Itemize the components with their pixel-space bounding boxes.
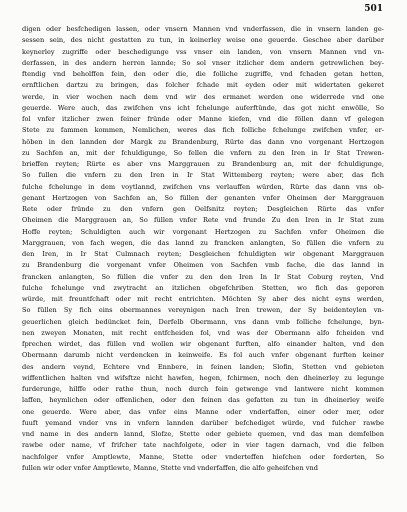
text-line: fol vnfer itzlicher zwen feiner fründe oder Manne kiefen, vnd die föllen dann vf gelegen — [22, 115, 384, 123]
text-line: geuerde. Were auch, das zwifchen vns icht fchelunge auferftünde, das got nicht enwölle, So — [22, 103, 384, 112]
text-line: des andern veynd, Echtere vnd Ennbere, in feinen landen; Slofin, Stetten vnd gebieten — [22, 362, 384, 371]
text-line: Rete oder fründe zu den vnfern gen Oelfsnitz reyten; Desgleichen Rürte das vnfer — [22, 205, 384, 213]
text-line: nen zweyen Monaten, mit recht entfcheiden fol, vnd was der Obermann alfo fcheiden vnd — [22, 328, 384, 337]
text-line: brieffen reyten; Rürte es aber vns Marggrauen zu Brandenburg an, mit der fchuldigunge, — [22, 160, 384, 168]
text-line: Oheimen die Marggrauen an, So füllen vnfer Rete vnd frunde Zu den Iren in Ir Stat zum — [22, 216, 384, 225]
text-line: fuuft yemand vnder vns in vnfern lannden darüber befchediget würde, vnd fulcher rawbe — [22, 418, 384, 427]
text-line: höben in den lannden der Margk zu Brandenburg, Rürte das dann vno vorgenant Hertzogen — [22, 137, 384, 146]
text-line: furderunge, hilffe oder rathe thun, noch durch fein getwenge vnd lantwere nicht kommen — [22, 385, 384, 393]
text-line: So fullen die vnfern zu den Iren in Ir Stat Wittemberg reyten; were aber, das fich — [22, 171, 384, 180]
text-line: derfassen, in des andern herren lannde; So sol vnser itzlicher dem andern getrewlichen bey- — [22, 58, 384, 67]
text-line: wiffentlichen halten vnd wifsftze nicht hawfen, hegen, fchirmen, noch den dheinerley zu legunge — [22, 373, 384, 382]
text-line: laffen, heymlichen oder offenlichen, oder den feinen das gefatten zu tun in dheinerley weife — [22, 396, 384, 405]
text-line: Obermann darumb nicht verdencken in keinweife. Es fol auch vnfer obgenant furften keiner — [22, 351, 384, 360]
text-line: francken anlangten, So füllen die vnfer zu den den Iren In Ir Stat Coburg reyten, Vnd — [22, 272, 384, 281]
text-line: So füllen Sy fich eins obermannes vereynigen nach Iren trewen, der Sy beidenteylen vn- — [22, 306, 384, 315]
text-line: fprechen wirdet, das füllen vnd wollen wir obgenant furften, alfo einander halten, vnd den — [22, 340, 384, 348]
text-line: den Iren, in Ir Stat Culmnach reyten; Desgleichen fchuldigten wir obgenant Marggrauen — [22, 250, 384, 258]
text-line: zu Brandenburg die vorgenant vnfer Oheimen von Sachfen vmb fache, die das lannd in — [22, 261, 384, 270]
text-line: ftendig vnd beholffen fein, den oder die, die folliche zugriffe, vnd fchaden getan hetten, — [22, 70, 384, 78]
text-line: fullen wir oder vnfer Amptlewte, Manne, Stette vnd vnderfaffen, die alfo geheifchen vnd — [22, 463, 318, 472]
text-line: Stete zu fammen kommen, Nemlichen, weres das fich folliche fchelunge zwifchen vnfer, er- — [22, 126, 384, 135]
text-line: würde, mit freuntfchaft oder mit recht entrichten. Möchten Sy aber des nicht eyns werden, — [22, 295, 384, 303]
text-line: fulche fchelunge vnd zwytracht an itzlichen obgefchriben Stetten, wo fich das geporen — [22, 283, 384, 292]
text-line: sessen sein, des nicht gestatten zu tun, in keinerley weise one geuerde. Geschee aber darüber — [22, 36, 384, 45]
text-line: ernftlichen dartzu zu bringen, das folcher fchade mit eyden oder mit widertaten gekeret — [22, 81, 384, 90]
text-line: nachfolger vnfer Amptlewte, Manne, Stette oder vnderteffen hiefchen oder forderten, So — [22, 452, 384, 461]
text-line: keynerley zugriffe oder beschedigunge vss vnser ein landen, von vnsern Mannen vnd vn- — [22, 47, 384, 56]
text-line: Marggrauen, von fach wegen, die das lannd zu francken anlangten, So füllen die vnfern zu — [22, 238, 384, 247]
text-line: werde, in vier wochen nach dem vnd wir des ermanet werden one widerrede vnd one — [22, 92, 384, 101]
page-number: 501 — [364, 4, 383, 14]
text-line: vnd name in des andern lannd, Slofze, Stette oder gebiete quemen, vnd das man demfelben — [22, 430, 384, 438]
text-line: fulche fchelunge in dem voytlannd, zwifchen vns verlauffen würden, Rürte das dann vns ob- — [22, 182, 384, 191]
body-text — [22, 24, 384, 474]
text-line: geuerlichen gleich bedüncket fein, Derfelb Obermann, vns dann vmb folliche fchelunge, byn- — [22, 317, 384, 326]
text-line: rawbe oder name, vf frifcher tate nachfolgete, oder in vier tagen darnach, vnd die felben — [22, 441, 384, 450]
text-line: genant Hertzogen von Sachfen an, So füllen der genanten vnfer Oheimen der Marggrauen — [22, 193, 384, 202]
text-line: Hoffe reyten; Schuldigten auch wir vorgenant Hertzogen zu Sachfen vnfer Oheimen die — [22, 227, 384, 236]
text-line: one geuerde. Were aber, das vnfer eins Manne oder vnderfaffen, einer oder mer, oder — [22, 407, 384, 416]
text-line: zu Sachfen an, mit der fchuldigunge, So fellen die vnfern zu den Iren in Ir Stat Trewen- — [22, 148, 384, 157]
text-line: digen oder besfchedigen lassen, oder vnsern Mannen vnd vnderfassen, die in vnsern landen ge- — [22, 25, 384, 33]
